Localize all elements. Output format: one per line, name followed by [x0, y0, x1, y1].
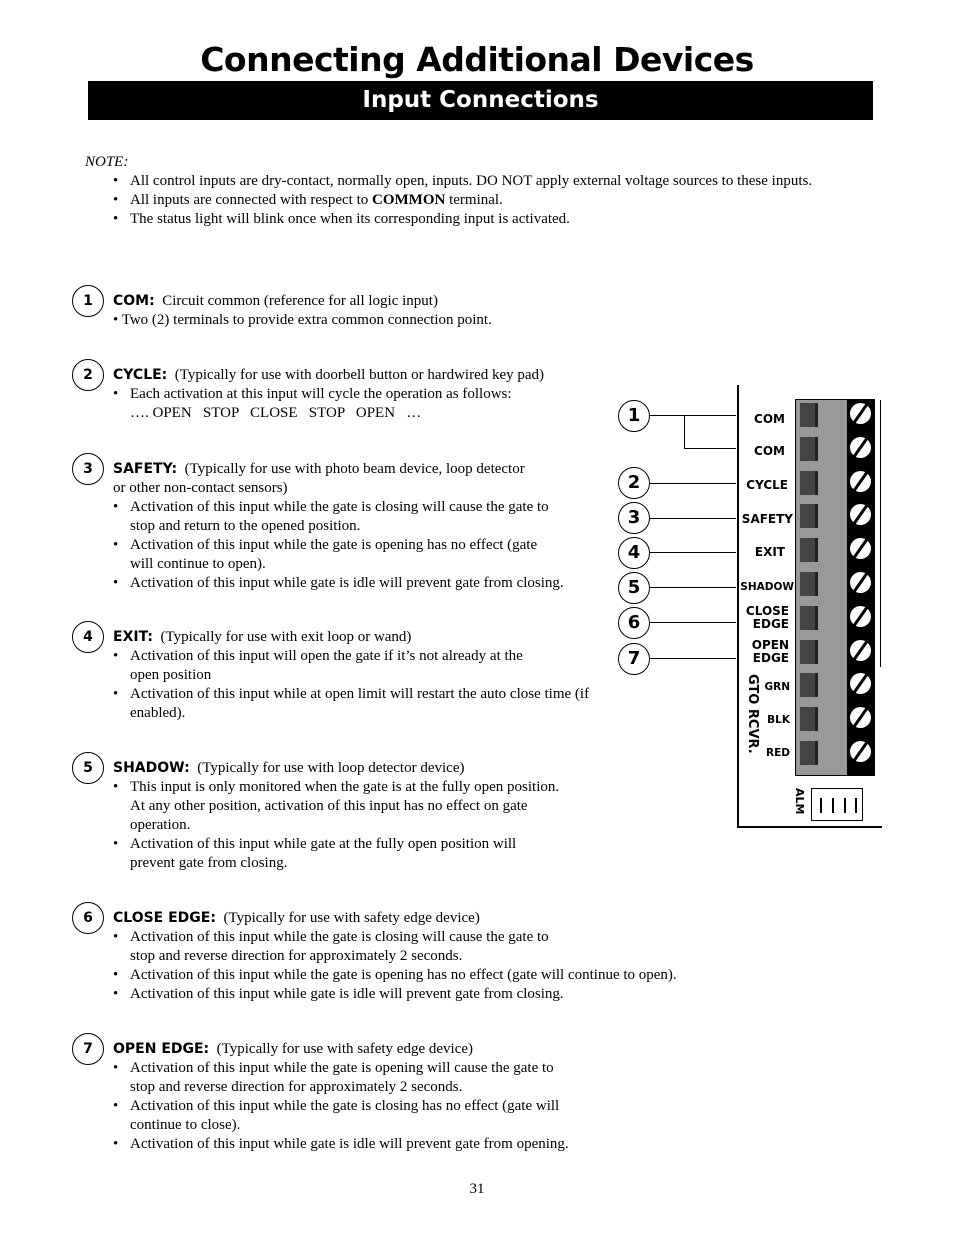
terminal-label-blk: BLK [767, 714, 790, 726]
frame-right-line [880, 400, 881, 667]
section-close-edge [72, 902, 712, 1004]
input-description: (Typically for use with doorbell button or hardwired key pad) [174, 367, 545, 383]
section-open-edge [72, 1033, 632, 1154]
input-extra: • Two (2) terminals to provide extra common connection point. [113, 312, 492, 328]
screw-icon [850, 471, 871, 492]
leader-line [684, 448, 736, 449]
note-list [85, 172, 812, 229]
screw-icon [850, 606, 871, 627]
terminal-slot [800, 640, 818, 664]
terminal-slot [800, 707, 818, 731]
alarm-label: ALM [793, 788, 806, 815]
leader-line [650, 658, 736, 659]
terminal-label-exit: EXIT [754, 545, 785, 559]
input-description: (Typically for use with loop detector device) [197, 760, 465, 776]
list-item: • Activation of this input while gate is idle will prevent gate from closing. [113, 985, 712, 1004]
terminal-slot [800, 403, 818, 427]
callout-number: 4 [72, 621, 104, 653]
input-description-cont: or other non-contact sensors) [113, 480, 288, 496]
list-item: • Activation of this input while gate at the fully open position will prevent gate from closing. [113, 835, 560, 873]
input-label: EXIT: [113, 629, 153, 645]
page-title: Connecting Additional Devices [200, 40, 754, 79]
terminal-label-grn: GRN [764, 681, 790, 693]
terminal-slot [800, 471, 818, 495]
terminal-label-open-edge: OPEN EDGE [751, 638, 789, 665]
diagram-callout: 4 [618, 537, 650, 569]
diagram-callout: 5 [618, 572, 650, 604]
list-item: • This input is only monitored when the gate is at the fully open position. At any other position, activation of this input has no effect on gate operation. [113, 778, 573, 835]
list-item: • Activation of this input will open the gate if it’s not already at the open position [113, 647, 543, 685]
callout-number: 2 [72, 359, 104, 391]
leader-line [650, 587, 736, 588]
leader-line [650, 483, 736, 484]
page-number: 31 [469, 1181, 485, 1197]
section-exit [72, 621, 592, 723]
leader-line [650, 622, 736, 623]
callout-number: 3 [72, 453, 104, 485]
frame-bottom-line [737, 826, 882, 828]
terminal-slot [800, 538, 818, 562]
leader-line [684, 415, 685, 448]
terminal-label-safety: SAFETY [741, 512, 793, 526]
callout-number: 5 [72, 752, 104, 784]
input-description: Circuit common (reference for all logic input) [162, 293, 438, 309]
terminal-slot [800, 741, 818, 765]
list-item: • Activation of this input while the gate is closing will cause the gate to stop and reverse direction for approximately 2 seconds. [113, 928, 570, 966]
list-item: • Activation of this input while the gate is closing will cause the gate to stop and return to the opened position. [113, 498, 558, 536]
diagram-callout: 6 [618, 607, 650, 639]
leader-line [650, 415, 736, 416]
list-item: • Each activation at this input will cycle the operation as follows: [113, 385, 632, 404]
note-block [85, 153, 812, 229]
input-label: CYCLE: [113, 367, 168, 383]
input-label: COM: [113, 293, 155, 309]
input-description: (Typically for use with safety edge device) [216, 1041, 474, 1057]
diagram-callout: 2 [618, 467, 650, 499]
input-label: SHADOW: [113, 760, 190, 776]
screw-icon [850, 741, 871, 762]
terminal-label-cycle: CYCLE [746, 478, 788, 492]
note-item: • All inputs are connected with respect to COMMON terminal. [85, 191, 812, 210]
section-banner [88, 81, 873, 120]
list-item: • Activation of this input while gate is idle will prevent gate from closing. [113, 574, 630, 593]
screw-icon [850, 640, 871, 661]
section-com [72, 285, 632, 330]
diagram-callout: 3 [618, 502, 650, 534]
note-item: • The status light will blink once when its corresponding input is activated. [85, 210, 812, 229]
diagram-callout: 1 [618, 400, 650, 432]
callout-number: 7 [72, 1033, 104, 1065]
cycle-sequence: …. OPEN STOP CLOSE STOP OPEN … [130, 405, 422, 421]
input-label: OPEN EDGE: [113, 1041, 210, 1057]
section-cycle [72, 359, 632, 423]
list-item: • Activation of this input while the gate is opening has no effect (gate will continue to open). [113, 966, 730, 985]
list-item: • Activation of this input while the gate is opening will cause the gate to stop and reverse direction for approximately 2 seconds. [113, 1059, 558, 1097]
callout-number: 6 [72, 902, 104, 934]
screw-icon [850, 437, 871, 458]
input-description: (Typically for use with safety edge device) [223, 910, 480, 926]
input-label: CLOSE EDGE: [113, 910, 216, 926]
section-title: Input Connections [362, 87, 599, 113]
input-description: (Typically for use with exit loop or wand) [160, 629, 412, 645]
screw-icon [850, 403, 871, 424]
input-label: SAFETY: [113, 461, 178, 477]
leader-line [650, 518, 736, 519]
callout-number: 1 [72, 285, 104, 317]
terminal-label-com: COM [754, 444, 785, 458]
leader-line [650, 552, 736, 553]
list-item: • Activation of this input while gate is idle will prevent gate from opening. [113, 1135, 630, 1154]
terminal-slot [800, 572, 818, 596]
note-label: NOTE: [85, 154, 129, 170]
note-item: • All control inputs are dry-contact, normally open, inputs. DO NOT apply external voltage sources to these inputs. [85, 172, 812, 191]
diagram-callout: 7 [618, 643, 650, 675]
screw-icon [850, 572, 871, 593]
terminal-label-com: COM [754, 412, 785, 426]
terminal-slot [800, 437, 818, 461]
list-item: • Activation of this input while at open limit will restart the auto close time (if enabled). [113, 685, 590, 723]
terminal-slot [800, 673, 818, 697]
terminal-slot [800, 504, 818, 528]
gto-rcvr-label: GTO RCVR. [745, 674, 760, 754]
list-item: • Activation of this input while the gate is closing has no effect (gate will continue to close). [113, 1097, 570, 1135]
terminal-label-close-edge: CLOSE EDGE [745, 604, 789, 631]
terminal-label-shadow: SHADOW [740, 581, 794, 593]
terminal-slot [800, 606, 818, 630]
section-shadow [72, 752, 592, 873]
alarm-connector [811, 788, 863, 821]
input-description: (Typically for use with photo beam device, loop detector [184, 461, 525, 477]
list-item: • Activation of this input while the gate is opening has no effect (gate will continue to open). [113, 536, 558, 574]
terminal-label-red: RED [766, 747, 790, 759]
section-safety [72, 453, 592, 593]
